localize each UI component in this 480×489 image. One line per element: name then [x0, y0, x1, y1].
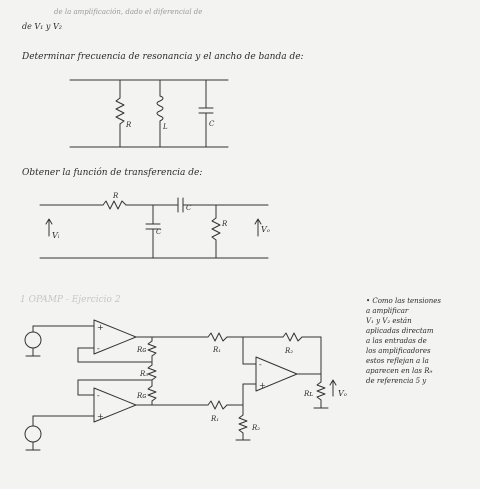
circuit2-label-r-series: R: [113, 192, 119, 200]
note-line: de referencia 5 y: [366, 377, 427, 385]
circuit3-label-r3: R₃: [140, 370, 149, 378]
circuit2-label-c-series: C: [186, 204, 192, 212]
circuit3-label-vo: Vₒ: [338, 389, 347, 398]
circuit3-label-r2-bottom: R₂: [252, 424, 261, 432]
note-line: aplicadas directam: [366, 327, 434, 335]
circuit1-label-l: L: [163, 123, 168, 131]
side-note: [366, 296, 478, 386]
faded-header-text: de la amplificación, dado el diferencial de: [54, 8, 203, 16]
circuit-rc-network: [40, 198, 268, 258]
problem3-faded-title: 1 OPAMP - Ejercicio 2: [20, 295, 121, 305]
opamp3-plus-label: +: [259, 381, 266, 390]
circuit3-label-r2-top: R₂: [285, 347, 294, 355]
note-line: estos reflejan a la: [366, 357, 429, 365]
circuit2-label-c-shunt: C: [156, 228, 162, 236]
opamp1-plus-label: +: [97, 323, 104, 332]
note-line: a amplificar: [366, 307, 409, 315]
circuit3-label-r1-top: R₁: [213, 346, 222, 354]
circuit1-label-r: R: [126, 121, 132, 129]
note-line: los amplificadores: [366, 347, 431, 355]
problem1-prompt: Determinar frecuencia de resonancia y el ancho de banda de:: [22, 52, 304, 62]
problem2-prompt: Obtener la función de transferencia de:: [22, 168, 203, 178]
circuit3-label-r1-bottom: R₁: [211, 415, 220, 423]
circuit2-label-vi: Vᵢ: [52, 231, 60, 240]
opamp3-minus-label: -: [259, 360, 262, 369]
circuit3-label-rg1: Rɢ: [137, 346, 147, 354]
circuit-parallel-rlc: [70, 80, 228, 147]
note-line: V₁ y V₂ están: [366, 317, 412, 325]
circuit1-label-c: C: [209, 120, 215, 128]
circuit3-label-rg2: Rɢ: [137, 392, 147, 400]
opamp2-minus-label: -: [97, 391, 100, 400]
circuit3-label-rl: Rʟ: [304, 390, 314, 398]
opamp1-minus-label: -: [97, 344, 100, 353]
opamp2-plus-label: +: [97, 412, 104, 421]
header-variables-text: de V₁ y V₂: [22, 22, 62, 31]
circuit2-label-r-shunt: R: [222, 220, 228, 228]
note-line: a las entradas de: [366, 337, 427, 345]
circuit2-label-vo: Vₒ: [261, 225, 270, 234]
circuit-instrumentation-amp: [25, 320, 336, 450]
note-line: • Como las tensiones: [366, 297, 441, 305]
note-line: aparecen en las R₉: [366, 367, 433, 375]
